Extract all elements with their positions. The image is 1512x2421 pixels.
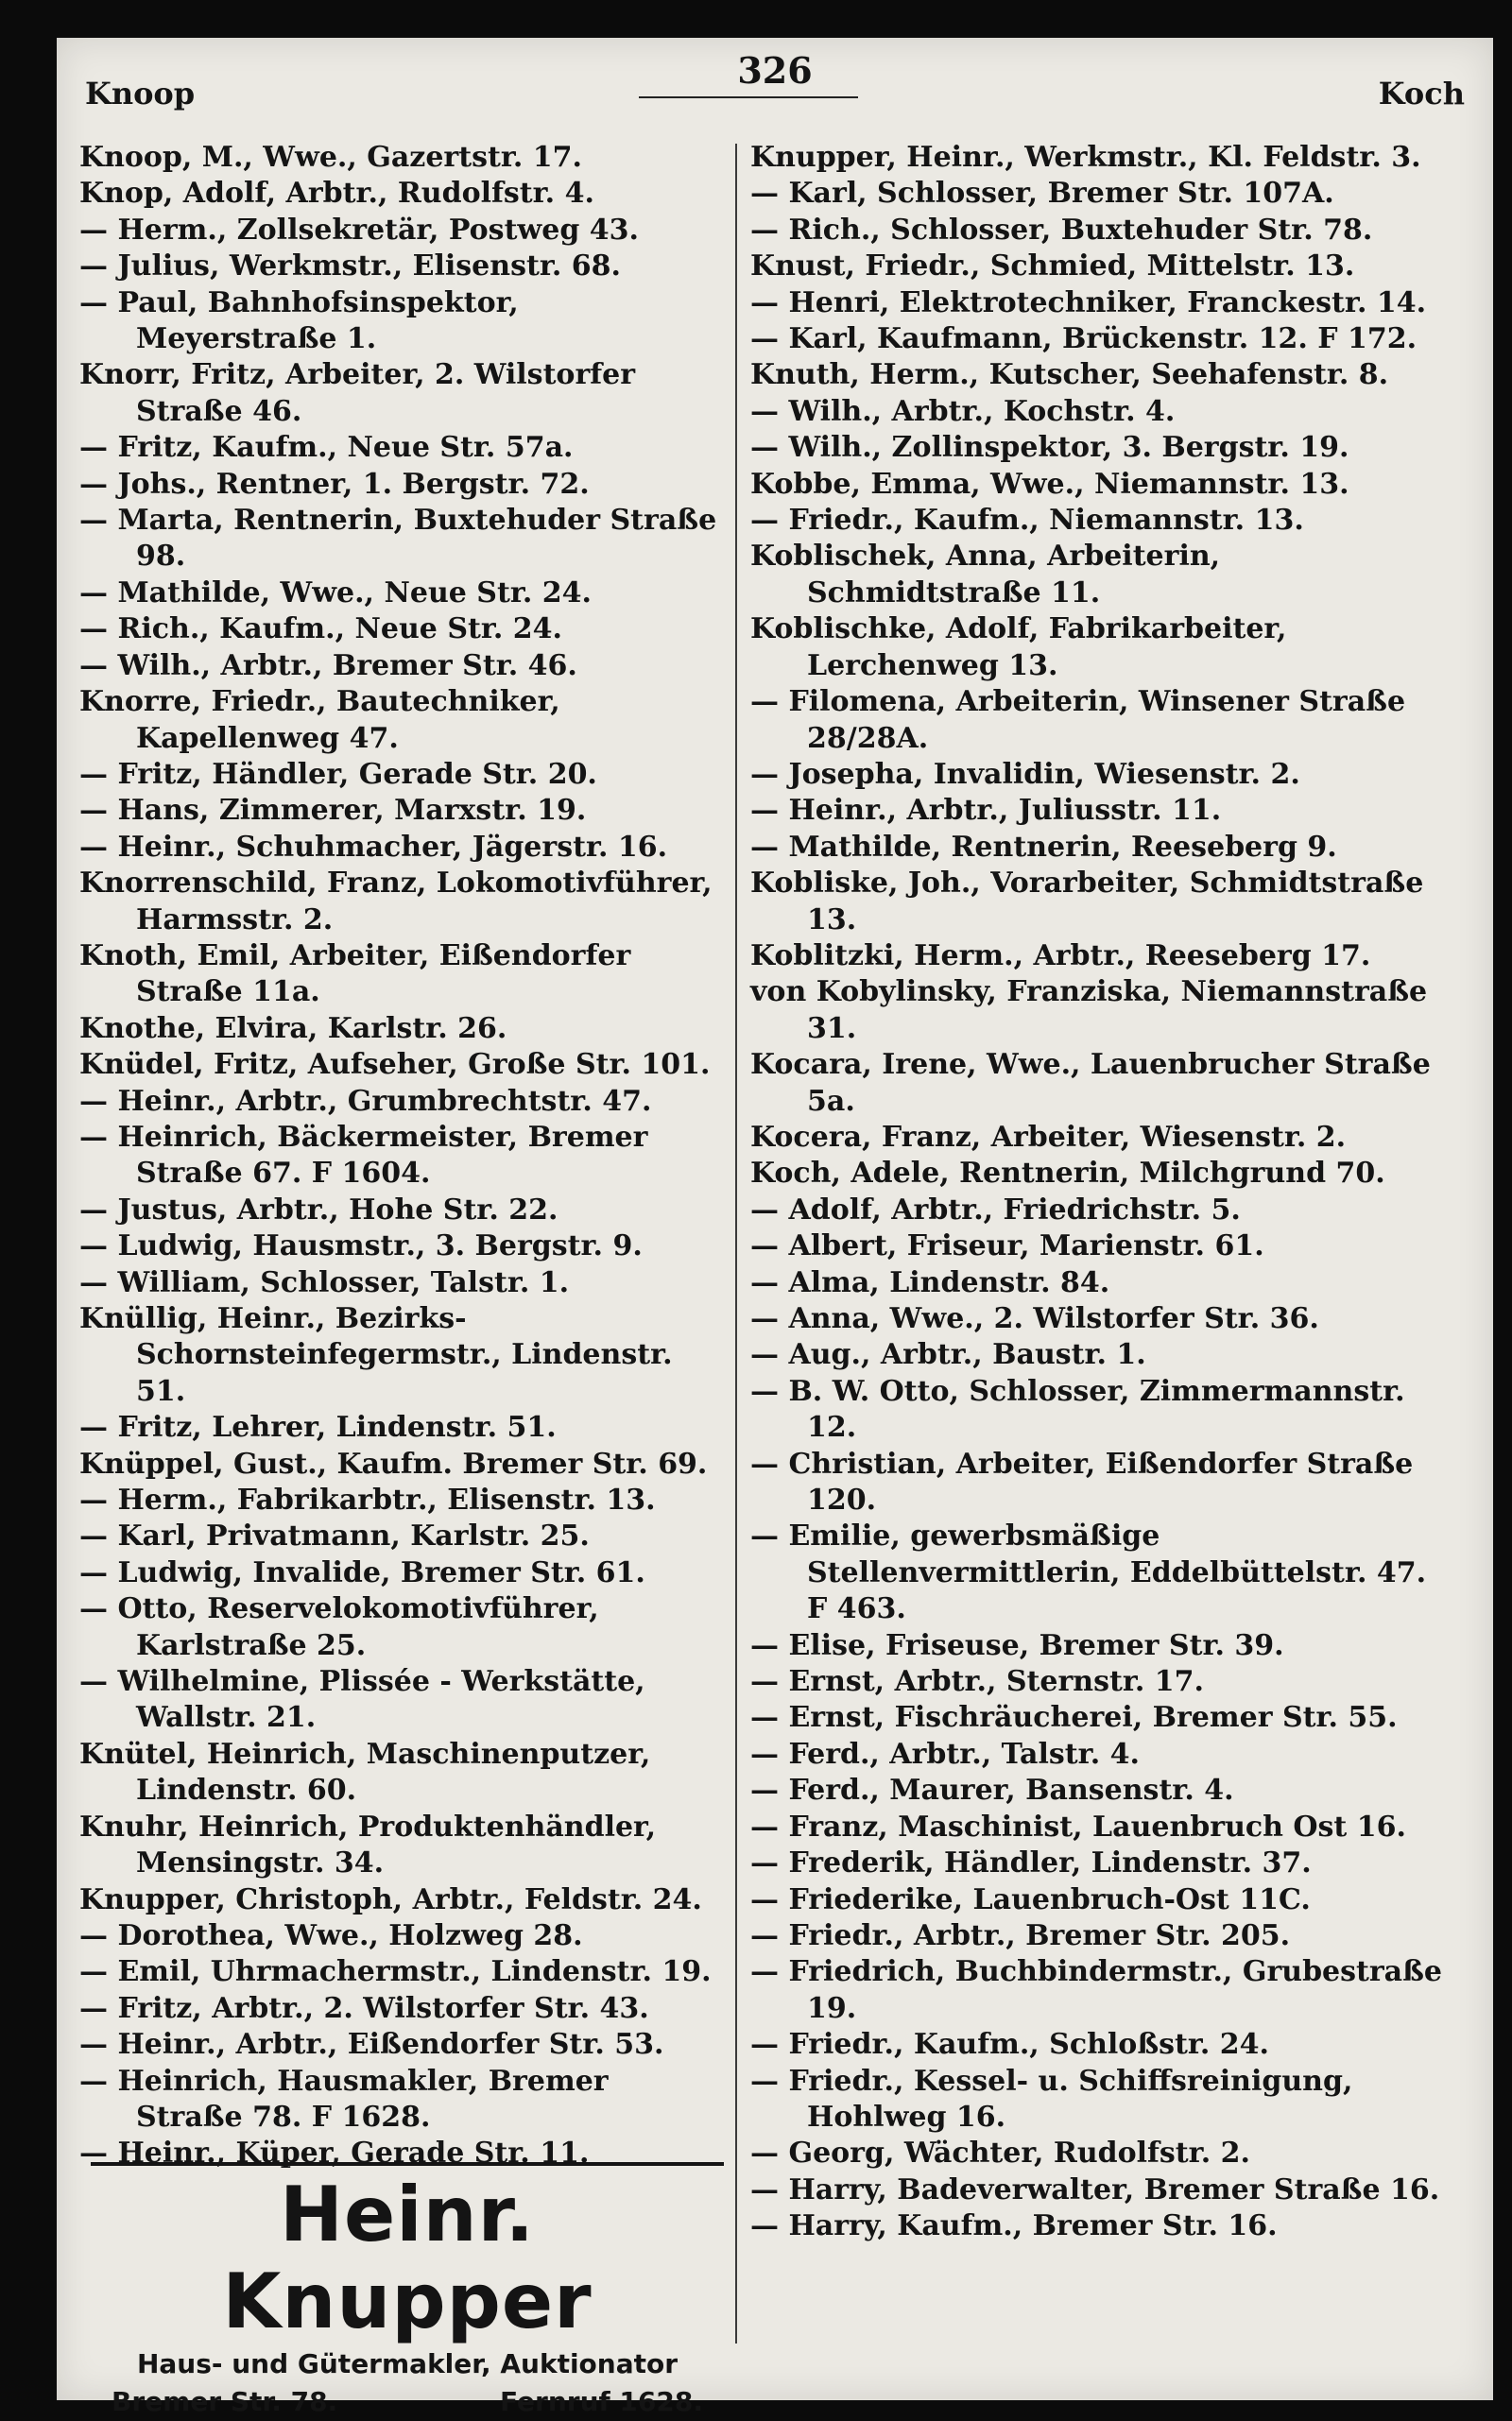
directory-entry: Knorre, Friedr., Bautechniker, Kapellenweg 47.	[79, 685, 560, 755]
directory-entry: — Karl, Schlosser, Bremer Str. 107A.	[750, 177, 1334, 211]
directory-entry: — Otto, Reservelokomotivführer, Karlstraße 25.	[79, 1592, 599, 1662]
directory-entry: — Rich., Schlosser, Buxtehuder Str. 78.	[750, 213, 1373, 247]
directory-entry: — Friedr., Kaufm., Schloßstr. 24.	[750, 2028, 1269, 2062]
directory-entry: — Wilh., Zollinspektor, 3. Bergstr. 19.	[750, 431, 1349, 465]
directory-entry: — Fritz, Lehrer, Lindenstr. 51.	[79, 1411, 557, 1445]
directory-entry: — Ludwig, Invalide, Bremer Str. 61.	[79, 1555, 645, 1589]
running-header-left: Knoop	[85, 76, 196, 112]
directory-entry: — Ferd., Maurer, Bansenstr. 4.	[750, 1774, 1234, 1808]
directory-entry: — Anna, Wwe., 2. Wilstorfer Str. 36.	[750, 1302, 1319, 1335]
directory-entry: Knust, Friedr., Schmied, Mittelstr. 13.	[750, 249, 1355, 283]
ad-company-name: Heinr. Knupper	[222, 2171, 593, 2345]
directory-entry: — Rich., Kaufm., Neue Str. 24.	[79, 612, 562, 646]
directory-entry: Knorrenschild, Franz, Lokomotivführer, Harmsstr. 2.	[79, 867, 713, 936]
directory-entry: — Harry, Badeverwalter, Bremer Straße 16.	[750, 2172, 1440, 2206]
directory-entry: — B. W. Otto, Schlosser, Zimmermannstr. 12.	[750, 1374, 1405, 1445]
directory-entry: Knüppel, Gust., Kaufm. Bremer Str. 69.	[79, 1447, 708, 1481]
directory-entry: — Wilh., Arbtr., Bremer Str. 46.	[79, 648, 577, 682]
directory-entry: Kocera, Franz, Arbeiter, Wiesenstr. 2.	[750, 1120, 1347, 1154]
directory-entry: — Albert, Friseur, Marienstr. 61.	[750, 1229, 1264, 1263]
directory-entry: — Frederik, Händler, Lindenstr. 37.	[750, 1846, 1312, 1880]
header-rule	[639, 96, 858, 98]
directory-entry: — Ludwig, Hausmstr., 3. Bergstr. 9.	[79, 1229, 643, 1263]
directory-entry: — Dorothea, Wwe., Holzweg 28.	[79, 1918, 583, 1952]
directory-entry: Knop, Adolf, Arbtr., Rudolfstr. 4.	[79, 177, 594, 211]
directory-entry: — Friederike, Lauenbruch-Ost 11C.	[750, 1882, 1311, 1916]
ad-services: Haus- und Gütermakler, Auktionator	[136, 2348, 679, 2379]
directory-entry: — Adolf, Arbtr., Friedrichstr. 5.	[750, 1193, 1241, 1227]
directory-entry: — Ferd., Arbtr., Talstr. 4.	[750, 1737, 1140, 1771]
directory-entry: — Wilhelmine, Plissée - Werkstätte, Wallstr. 21.	[79, 1665, 645, 1735]
directory-entry: — Karl, Kaufmann, Brückenstr. 12. F 172.	[750, 322, 1418, 356]
directory-entry: — Ernst, Arbtr., Sternstr. 17.	[750, 1665, 1204, 1699]
directory-entry: — Heinr., Arbtr., Grumbrechtstr. 47.	[79, 1084, 652, 1118]
directory-entry: — Justus, Arbtr., Hohe Str. 22.	[79, 1193, 558, 1227]
directory-entry: — Fritz, Arbtr., 2. Wilstorfer Str. 43.	[79, 1991, 649, 2025]
directory-entry: — Hans, Zimmerer, Marxstr. 19.	[79, 794, 587, 828]
directory-entry: — Georg, Wächter, Rudolfstr. 2.	[750, 2137, 1250, 2171]
directory-entry: — Fritz, Kaufm., Neue Str. 57a.	[79, 431, 574, 465]
directory-entry: — Josepha, Invalidin, Wiesenstr. 2.	[750, 757, 1300, 791]
directory-entry: Koch, Adele, Rentnerin, Milchgrund 70.	[750, 1157, 1385, 1191]
left-column	[79, 140, 724, 2172]
directory-entry: Knupper, Heinr., Werkmstr., Kl. Feldstr. 3.	[750, 141, 1421, 174]
directory-entry: Knüdel, Fritz, Aufseher, Große Str. 101.	[79, 1048, 711, 1082]
directory-entry: — Marta, Rentnerin, Buxtehuder Straße 98.	[79, 504, 717, 574]
directory-entry: Knoth, Emil, Arbeiter, Eißendorfer Straße 11a.	[79, 938, 631, 1009]
ad-phone: Fernruf 1628.	[500, 2386, 703, 2417]
directory-entry: — Friedr., Kaufm., Niemannstr. 13.	[750, 504, 1304, 538]
directory-entry: — Heinr., Schuhmacher, Jägerstr. 16.	[79, 830, 668, 864]
directory-entry: — William, Schlosser, Talstr. 1.	[79, 1265, 570, 1299]
directory-entry: Knoop, M., Wwe., Gazertstr. 17.	[79, 141, 582, 174]
directory-entry: von Kobylinsky, Franziska, Niemannstraße 31.	[750, 975, 1428, 1045]
directory-entry: Koblischke, Adolf, Fabrikarbeiter, Lerchenweg 13.	[750, 612, 1287, 682]
directory-entry: — Emil, Uhrmachermstr., Lindenstr. 19.	[79, 1955, 712, 1989]
directory-entry: Kobliske, Joh., Vorarbeiter, Schmidtstraße 13.	[750, 867, 1424, 936]
directory-entry: Knütel, Heinrich, Maschinenputzer, Lindenstr. 60.	[79, 1737, 651, 1808]
directory-entry: — Friedr., Arbtr., Bremer Str. 205.	[750, 1918, 1291, 1952]
directory-entry: Kocara, Irene, Wwe., Lauenbrucher Straße 5a.	[750, 1048, 1431, 1118]
directory-page	[57, 38, 1493, 2417]
directory-entry: — Paul, Bahnhofsinspektor, Meyerstraße 1.	[79, 285, 519, 356]
ad-address: Bremer Str. 78.	[112, 2386, 338, 2417]
directory-entry: — Heinrich, Hausmakler, Bremer Straße 78. F 1628.	[79, 2064, 609, 2134]
right-column	[750, 140, 1448, 2245]
directory-entry: — Aug., Arbtr., Baustr. 1.	[750, 1338, 1146, 1372]
directory-entry: — Alma, Lindenstr. 84.	[750, 1265, 1110, 1299]
advertisement	[91, 2162, 724, 2417]
running-header-right: Koch	[1378, 76, 1465, 112]
directory-entry: — Julius, Werkmstr., Elisenstr. 68.	[79, 249, 621, 283]
directory-entry: — Christian, Arbeiter, Eißendorfer Straße 120.	[750, 1447, 1414, 1518]
directory-entry: Knuth, Herm., Kutscher, Seehafenstr. 8.	[750, 358, 1389, 392]
directory-entry: — Johs., Rentner, 1. Bergstr. 72.	[79, 467, 590, 501]
directory-entry: Knuhr, Heinrich, Produktenhändler, Mensingstr. 34.	[79, 1810, 657, 1880]
directory-entry: — Ernst, Fischräucherei, Bremer Str. 55.	[750, 1701, 1398, 1735]
directory-entry: — Friedrich, Buchbindermstr., Grubestraße 19.	[750, 1955, 1442, 2025]
page-number: 326	[737, 49, 813, 92]
directory-entry: — Emilie, gewerbsmäßige Stellenvermittlerin, Eddelbüttelstr. 47. F 463.	[750, 1520, 1427, 1626]
directory-entry: Knorr, Fritz, Arbeiter, 2. Wilstorfer Straße 46.	[79, 358, 636, 428]
directory-entry: — Mathilde, Wwe., Neue Str. 24.	[79, 575, 592, 610]
ad-contact-line	[91, 2383, 724, 2421]
directory-entry: Koblitzki, Herm., Arbtr., Reeseberg 17.	[750, 938, 1371, 972]
directory-entry: — Filomena, Arbeiterin, Winsener Straße 28/28A.	[750, 685, 1406, 755]
directory-entry: Knüllig, Heinr., Bezirks-Schornsteinfegermstr., Lindenstr. 51.	[79, 1302, 673, 1408]
directory-entry: — Herm., Zollsekretär, Postweg 43.	[79, 213, 639, 247]
directory-entry: Koblischek, Anna, Arbeiterin, Schmidtstraße 11.	[750, 540, 1221, 610]
directory-entry: — Franz, Maschinist, Lauenbruch Ost 16.	[750, 1810, 1406, 1844]
column-divider	[735, 144, 737, 2344]
directory-entry: — Heinrich, Bäckermeister, Bremer Straße 67. F 1604.	[79, 1120, 648, 1191]
directory-entry: — Karl, Privatmann, Karlstr. 25.	[79, 1520, 590, 1554]
directory-entry: — Friedr., Kessel- u. Schiffsreinigung, Hohlweg 16.	[750, 2064, 1353, 2134]
directory-entry: Knothe, Elvira, Karlstr. 26.	[79, 1011, 507, 1045]
directory-entry: — Elise, Friseuse, Bremer Str. 39.	[750, 1628, 1284, 1662]
directory-entry: — Henri, Elektrotechniker, Franckestr. 14.	[750, 285, 1427, 319]
directory-entry: — Harry, Kaufm., Bremer Str. 16.	[750, 2209, 1278, 2243]
directory-entry: Knupper, Christoph, Arbtr., Feldstr. 24.	[79, 1882, 702, 1916]
directory-entry: — Mathilde, Rentnerin, Reeseberg 9.	[750, 830, 1337, 864]
directory-entry: — Heinr., Arbtr., Eißendorfer Str. 53.	[79, 2028, 664, 2062]
directory-entry: Kobbe, Emma, Wwe., Niemannstr. 13.	[750, 467, 1349, 501]
directory-entry: — Wilh., Arbtr., Kochstr. 4.	[750, 394, 1176, 428]
directory-entry: — Heinr., Arbtr., Juliusstr. 11.	[750, 794, 1222, 828]
directory-entry: — Fritz, Händler, Gerade Str. 20.	[79, 757, 597, 791]
directory-entry: — Heinr., Küper, Gerade Str. 11.	[79, 2137, 590, 2171]
directory-entry: — Herm., Fabrikarbtr., Elisenstr. 13.	[79, 1484, 656, 1518]
